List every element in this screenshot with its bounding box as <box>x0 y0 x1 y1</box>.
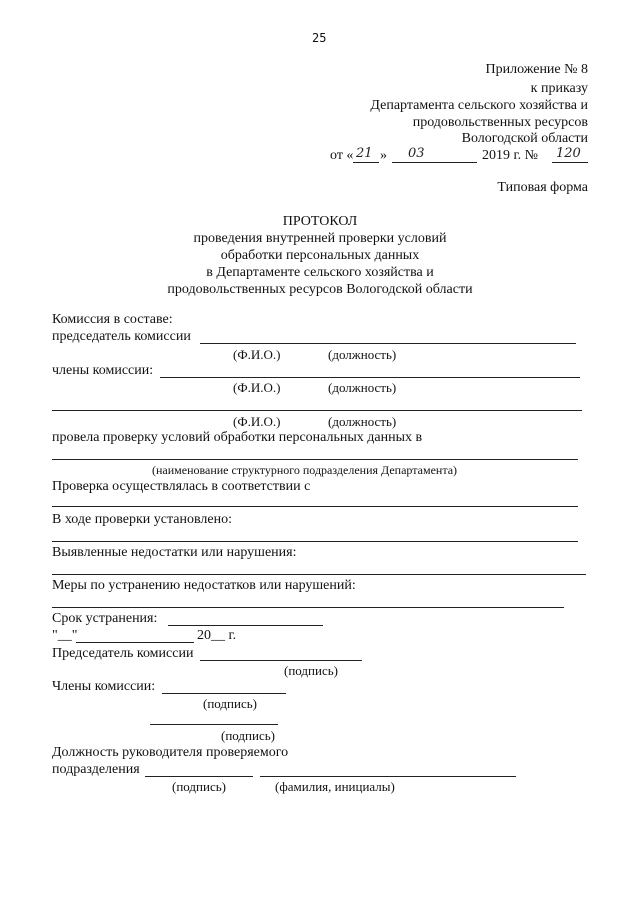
member2-fio-caption: (Ф.И.О.) <box>233 414 281 429</box>
commission-label: Комиссия в составе: <box>52 312 173 327</box>
according-line <box>52 506 578 507</box>
title-line-2: обработки персональных данных <box>220 248 420 263</box>
chairman-line <box>200 343 576 344</box>
head-signature-caption: (подпись) <box>172 779 226 794</box>
deadline-line <box>168 625 323 626</box>
head-position-label: Должность руководителя проверяемого <box>52 745 289 760</box>
chairman-position-caption: (должность) <box>328 347 397 362</box>
order-number-underline <box>552 162 588 163</box>
date-month: 03 <box>408 146 425 161</box>
members-sign-line-1 <box>162 693 286 694</box>
order-number: 120 <box>556 146 581 161</box>
deficiencies-label: Выявленные недостатки или нарушения: <box>52 545 297 560</box>
member2-signature-caption: (подпись) <box>221 728 275 743</box>
chairman-fio-caption: (Ф.И.О.) <box>233 347 281 362</box>
members-line-1 <box>160 377 580 378</box>
head-name-caption: (фамилия, инициалы) <box>275 779 395 794</box>
deadline-label: Срок устранения: <box>52 611 158 626</box>
member2-position-caption: (должность) <box>328 414 397 429</box>
member1-fio-caption: (Ф.И.О.) <box>233 380 281 395</box>
members-line-2 <box>52 410 582 411</box>
member1-signature-caption: (подпись) <box>203 696 257 711</box>
conducted-text: провела проверку условий обработки персональных данных в <box>52 430 423 445</box>
deadline-year: 20__ г. <box>197 628 237 643</box>
head-signature-line <box>145 776 253 777</box>
appendix-order: к приказу <box>530 81 588 96</box>
established-label: В ходе проверки установлено: <box>52 512 232 527</box>
date-day: 21 <box>356 146 373 161</box>
title-line-4: продовольственных ресурсов Вологодской области <box>167 282 473 297</box>
chairman-label: председатель комиссии <box>52 329 191 344</box>
appendix-resources: продовольственных ресурсов <box>412 115 588 130</box>
measures-line <box>52 607 564 608</box>
measures-label: Меры по устранению недостатков или нарушений: <box>52 578 356 593</box>
chairman-signature-caption: (подпись) <box>284 663 338 678</box>
protocol-title: ПРОТОКОЛ <box>282 214 358 229</box>
date-prefix: от « <box>330 148 354 163</box>
unit-caption: (наименование структурного подразделения Департамента) <box>152 463 458 477</box>
member1-position-caption: (должность) <box>328 380 397 395</box>
head-unit-label: подразделения <box>52 762 140 777</box>
date-month-underline <box>392 162 477 163</box>
page-number: 25 <box>312 31 327 45</box>
chairman-sign-label: Председатель комиссии <box>52 646 194 661</box>
form-type: Типовая форма <box>497 180 588 195</box>
appendix-number: Приложение № 8 <box>485 62 588 77</box>
members-sign-label: Члены комиссии: <box>52 679 156 694</box>
date-day-underline <box>353 162 379 163</box>
appendix-department: Департамента сельского хозяйства и <box>370 98 588 113</box>
head-name-line <box>260 776 516 777</box>
title-line-1: проведения внутренней проверки условий <box>193 231 447 246</box>
appendix-region: Вологодской области <box>461 131 588 146</box>
date-mid: » <box>380 148 387 163</box>
according-label: Проверка осуществлялась в соответствии с <box>52 479 311 494</box>
members-label: члены комиссии: <box>52 363 154 378</box>
deadline-day: "__" <box>52 628 78 643</box>
deficiencies-line <box>52 574 586 575</box>
unit-line <box>52 459 578 460</box>
date-year-number: 2019 г. № <box>482 148 539 163</box>
chairman-sign-line <box>200 660 362 661</box>
title-line-3: в Департаменте сельского хозяйства и <box>206 265 434 280</box>
members-sign-line-2 <box>150 724 278 725</box>
deadline-month-line <box>76 642 194 643</box>
established-line <box>52 541 578 542</box>
